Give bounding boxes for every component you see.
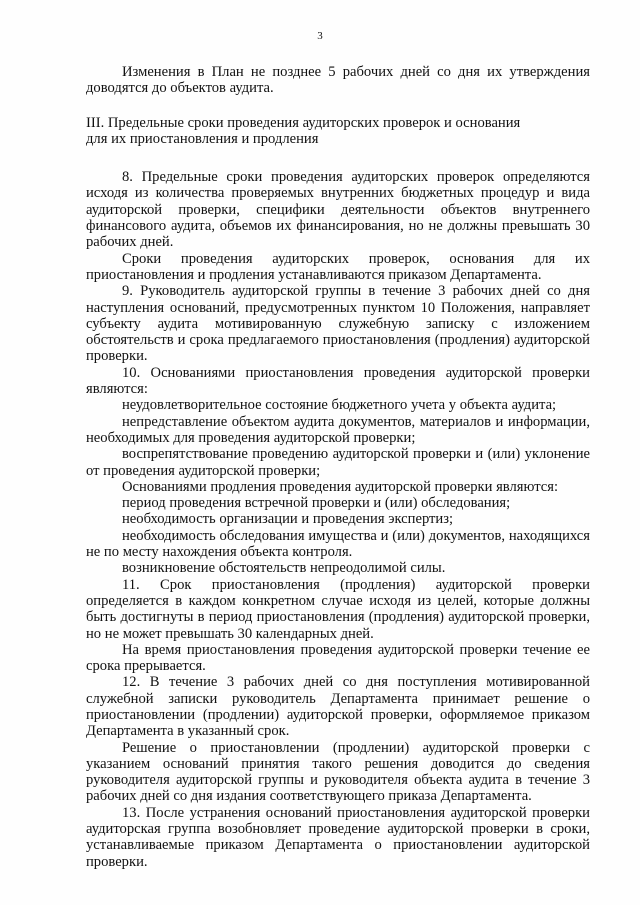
document-body [86, 64, 590, 870]
paragraph-10f: необходимость организации и проведения экспертиз; [122, 511, 454, 528]
paragraph-10c: воспрепятствование проведению аудиторской проверки и (или) уклонение от проведения аудиторской проверки; [86, 446, 590, 479]
paragraph-9: 9. Руководитель аудиторской группы в течение 3 рабочих дней со дня наступления оснований, предусмотренных пунктом 10 Положения, направляет субъекту аудита мотивированную служебную записку с изложением обстоятельств и срока предлагаемого приостановления (продления) аудиторской проверки. [86, 283, 590, 365]
paragraph-10b: непредставление объектом аудита документов, материалов и информации, необходимых для проведения аудиторской проверки; [86, 413, 590, 446]
paragraph-12: 12. В течение 3 рабочих дней со дня поступления мотивированной служебной записки руководитель Департамента принимает решение о приостановлении (продлении) аудиторской проверки, оформляемое приказом Департамента в указанный срок. [86, 674, 590, 740]
paragraph-12b: Решение о приостановлении (продлении) аудиторской проверки с указанием оснований принятия такого решения доводится до сведения руководителя аудиторской группы и руководителя объекта аудита в течение 3 рабочих дней со дня издания соответствующего приказа Департамента. [86, 739, 590, 805]
paragraph-10a: неудовлетворительное состояние бюджетного учета у объекта аудита; [122, 397, 557, 414]
page-number: 3 [317, 30, 323, 42]
paragraph-13: 13. После устранения оснований приостановления аудиторской проверки аудиторская группа возобновляет проведение аудиторской проверки в сроки, устанавливаемые приказом Департамента о приостановлении аудиторской проверки. [86, 804, 590, 870]
paragraph-10e: период проведения встречной проверки и (или) обследования; [122, 495, 511, 512]
paragraph-11: 11. Срок приостановления (продления) аудиторской проверки определяется в каждом конкретном случае исходя из целей, которые должны быть достигнуты в период приостановления (продления) аудиторской проверки, но не может превышать 30 календарных дней. [86, 576, 590, 642]
paragraph-10d: Основаниями продления проведения аудиторской проверки являются: [122, 478, 559, 495]
paragraph-11b: На время приостановления проведения аудиторской проверки течение ее срока прерывается. [86, 641, 590, 675]
spacer [86, 147, 590, 169]
paragraph-10: 10. Основаниями приостановления проведения аудиторской проверки являются: [86, 364, 590, 398]
spacer [86, 97, 590, 115]
section-heading-line2: для их приостановления и продления [86, 130, 319, 147]
intro-paragraph: Изменения в План не позднее 5 рабочих дней со дня их утверждения доводятся до объектов аудита. [86, 64, 590, 97]
section-heading-line1: III. Предельные сроки проведения аудиторских проверок и основания [86, 114, 521, 131]
paragraph-10h: возникновение обстоятельств непреодолимой силы. [122, 560, 446, 577]
paragraph-8b: Сроки проведения аудиторских проверок, основания для их приостановления и продления устанавливаются приказом Департамента. [86, 250, 590, 283]
paragraph-10g: необходимость обследования имущества и (или) документов, находящихся не по месту нахождения объекта контроля. [86, 527, 590, 561]
paragraph-8: 8. Предельные сроки проведения аудиторских проверок определяются исходя из количества проверяемых внутренних бюджетных процедур и вида аудиторской проверки, специфики деятельности объектов внутреннего финансового аудита, объемов их финансирования, но не должны превышать 30 рабочих дней. [86, 169, 590, 251]
